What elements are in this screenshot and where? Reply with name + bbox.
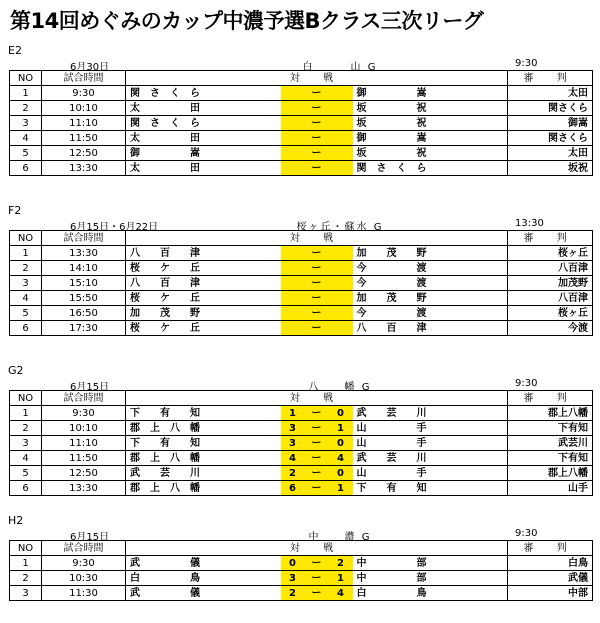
referee-team: 桜ヶ丘 — [508, 246, 593, 261]
away-team: 御 嵩 — [353, 131, 508, 146]
home-score: 0 — [281, 556, 305, 571]
away-team: 加 茂 野 — [353, 246, 508, 261]
away-score — [329, 306, 353, 321]
header-no: NO — [10, 231, 42, 246]
home-score — [281, 146, 305, 161]
home-score — [281, 86, 305, 101]
table-row — [10, 101, 593, 116]
away-team: 御 嵩 — [353, 86, 508, 101]
match-number: 4 — [10, 451, 42, 466]
referee-team: 山手 — [508, 481, 593, 496]
away-score — [329, 246, 353, 261]
header-match: 対 戦 — [126, 231, 508, 246]
referee-team: 下有知 — [508, 421, 593, 436]
table-header — [10, 231, 593, 246]
venue: 八 幡 G — [308, 382, 372, 393]
home-score — [281, 101, 305, 116]
header-ref: 審 判 — [508, 231, 593, 246]
match-time: 11:30 — [42, 586, 126, 601]
table-row — [10, 116, 593, 131]
score-separator: ー — [305, 321, 329, 336]
table-row — [10, 421, 593, 436]
home-score: 3 — [281, 571, 305, 586]
away-team: 関 さ く ら — [353, 161, 508, 176]
home-team: 下 有 知 — [126, 406, 281, 421]
header-time: 試合時間 — [42, 71, 126, 86]
away-team: 今 渡 — [353, 261, 508, 276]
away-score — [329, 321, 353, 336]
score-separator: ー — [305, 406, 329, 421]
score-separator: ー — [305, 291, 329, 306]
home-score — [281, 131, 305, 146]
table-row — [10, 571, 593, 586]
home-score — [281, 291, 305, 306]
away-team: 今 渡 — [353, 306, 508, 321]
match-time: 10:30 — [42, 571, 126, 586]
header-no: NO — [10, 71, 42, 86]
away-team: 山 手 — [353, 466, 508, 481]
home-team: 太 田 — [126, 131, 281, 146]
away-score — [329, 161, 353, 176]
away-score: 0 — [329, 406, 353, 421]
match-number: 3 — [10, 586, 42, 601]
match-number: 3 — [10, 276, 42, 291]
table-row — [10, 306, 593, 321]
home-score — [281, 246, 305, 261]
referee-team: 関さくら — [508, 131, 593, 146]
home-team: 八 百 津 — [126, 246, 281, 261]
score-separator: ー — [305, 146, 329, 161]
header-match: 対 戦 — [126, 391, 508, 406]
match-time: 11:10 — [42, 116, 126, 131]
away-score: 2 — [329, 556, 353, 571]
match-time: 12:50 — [42, 146, 126, 161]
score-separator: ー — [305, 421, 329, 436]
match-date: 6月15日 — [70, 382, 110, 393]
table-row — [10, 146, 593, 161]
schedule-table — [9, 70, 593, 176]
score-separator: ー — [305, 101, 329, 116]
venue: 白 山 G — [302, 62, 378, 73]
start-time: 9:30 — [515, 378, 538, 389]
table-row — [10, 436, 593, 451]
score-separator: ー — [305, 556, 329, 571]
table-row — [10, 466, 593, 481]
home-team: 関 さ く ら — [126, 86, 281, 101]
venue: 中 濃 G — [308, 532, 372, 543]
schedule-table — [9, 230, 593, 336]
away-score: 0 — [329, 436, 353, 451]
away-team: 坂 祝 — [353, 146, 508, 161]
referee-team: 武芸川 — [508, 436, 593, 451]
score-separator: ー — [305, 161, 329, 176]
score-separator: ー — [305, 466, 329, 481]
home-score: 2 — [281, 466, 305, 481]
table-header — [10, 391, 593, 406]
away-team: 坂 祝 — [353, 101, 508, 116]
referee-team: 桜ヶ丘 — [508, 306, 593, 321]
match-number: 6 — [10, 321, 42, 336]
score-separator: ー — [305, 276, 329, 291]
home-team: 桜 ケ 丘 — [126, 321, 281, 336]
match-number: 2 — [10, 261, 42, 276]
away-score — [329, 146, 353, 161]
away-team: 今 渡 — [353, 276, 508, 291]
table-row — [10, 556, 593, 571]
match-time: 13:30 — [42, 246, 126, 261]
match-number: 1 — [10, 246, 42, 261]
table-row — [10, 321, 593, 336]
score-separator: ー — [305, 116, 329, 131]
away-team: 白 鳥 — [353, 586, 508, 601]
away-team: 下 有 知 — [353, 481, 508, 496]
away-team: 山 手 — [353, 436, 508, 451]
table-row — [10, 276, 593, 291]
match-time: 11:10 — [42, 436, 126, 451]
table-row — [10, 246, 593, 261]
table-row — [10, 586, 593, 601]
away-score: 0 — [329, 466, 353, 481]
header-time: 試合時間 — [42, 391, 126, 406]
home-score — [281, 306, 305, 321]
table-row — [10, 481, 593, 496]
away-score — [329, 261, 353, 276]
home-team: 郡 上 八 幡 — [126, 421, 281, 436]
match-number: 2 — [10, 571, 42, 586]
header-time: 試合時間 — [42, 231, 126, 246]
match-number: 1 — [10, 86, 42, 101]
home-score: 6 — [281, 481, 305, 496]
home-team: 郡 上 八 幡 — [126, 481, 281, 496]
match-time: 12:50 — [42, 466, 126, 481]
header-match: 対 戦 — [126, 541, 508, 556]
home-team: 関 さ く ら — [126, 116, 281, 131]
match-number: 6 — [10, 161, 42, 176]
match-number: 1 — [10, 556, 42, 571]
away-team: 武 芸 川 — [353, 406, 508, 421]
home-team: 武 儀 — [126, 556, 281, 571]
home-team: 下 有 知 — [126, 436, 281, 451]
table-header — [10, 541, 593, 556]
referee-team: 御嵩 — [508, 116, 593, 131]
score-separator: ー — [305, 131, 329, 146]
match-time: 11:50 — [42, 131, 126, 146]
match-number: 6 — [10, 481, 42, 496]
home-team: 太 田 — [126, 101, 281, 116]
home-team: 太 田 — [126, 161, 281, 176]
start-time: 9:30 — [515, 58, 538, 69]
match-time: 13:30 — [42, 481, 126, 496]
header-no: NO — [10, 391, 42, 406]
away-score — [329, 276, 353, 291]
referee-team: 八百津 — [508, 291, 593, 306]
header-no: NO — [10, 541, 42, 556]
home-score — [281, 261, 305, 276]
score-separator: ー — [305, 306, 329, 321]
home-score: 1 — [281, 406, 305, 421]
away-team: 坂 祝 — [353, 116, 508, 131]
referee-team: 今渡 — [508, 321, 593, 336]
match-time: 10:10 — [42, 421, 126, 436]
match-time: 9:30 — [42, 406, 126, 421]
home-team: 武 芸 川 — [126, 466, 281, 481]
header-match: 対 戦 — [126, 71, 508, 86]
home-team: 御 嵩 — [126, 146, 281, 161]
referee-team: 下有知 — [508, 451, 593, 466]
home-score: 2 — [281, 586, 305, 601]
home-team: 白 鳥 — [126, 571, 281, 586]
referee-team: 太田 — [508, 86, 593, 101]
section-label: H2 — [8, 514, 24, 527]
referee-team: 八百津 — [508, 261, 593, 276]
home-team: 桜 ケ 丘 — [126, 291, 281, 306]
venue: 桜ヶ丘・蘇水 G — [296, 222, 384, 233]
referee-team: 白鳥 — [508, 556, 593, 571]
match-number: 4 — [10, 131, 42, 146]
match-number: 1 — [10, 406, 42, 421]
away-team: 八 百 津 — [353, 321, 508, 336]
away-score: 4 — [329, 451, 353, 466]
score-separator: ー — [305, 246, 329, 261]
header-ref: 審 判 — [508, 71, 593, 86]
home-score: 3 — [281, 421, 305, 436]
score-separator: ー — [305, 86, 329, 101]
match-date: 6月15日 — [70, 532, 110, 543]
match-number: 5 — [10, 306, 42, 321]
home-team: 八 百 津 — [126, 276, 281, 291]
referee-team: 太田 — [508, 146, 593, 161]
home-score — [281, 161, 305, 176]
referee-team: 加茂野 — [508, 276, 593, 291]
match-number: 2 — [10, 421, 42, 436]
score-separator: ー — [305, 451, 329, 466]
home-score — [281, 276, 305, 291]
referee-team: 坂祝 — [508, 161, 593, 176]
start-time: 13:30 — [515, 218, 544, 229]
match-time: 15:50 — [42, 291, 126, 306]
away-team: 山 手 — [353, 421, 508, 436]
match-time: 11:50 — [42, 451, 126, 466]
home-team: 郡 上 八 幡 — [126, 451, 281, 466]
table-row — [10, 161, 593, 176]
header-ref: 審 判 — [508, 391, 593, 406]
schedule-table — [9, 390, 593, 496]
home-score — [281, 116, 305, 131]
match-time: 15:10 — [42, 276, 126, 291]
table-row — [10, 291, 593, 306]
table-row — [10, 86, 593, 101]
home-team: 武 儀 — [126, 586, 281, 601]
section-label: E2 — [8, 44, 22, 57]
away-score: 1 — [329, 571, 353, 586]
score-separator: ー — [305, 436, 329, 451]
away-score — [329, 101, 353, 116]
home-team: 加 茂 野 — [126, 306, 281, 321]
referee-team: 武儀 — [508, 571, 593, 586]
away-team: 中 部 — [353, 571, 508, 586]
match-time: 9:30 — [42, 86, 126, 101]
away-score — [329, 291, 353, 306]
header-time: 試合時間 — [42, 541, 126, 556]
section-label: F2 — [8, 204, 22, 217]
away-score — [329, 116, 353, 131]
match-number: 3 — [10, 436, 42, 451]
away-score: 1 — [329, 481, 353, 496]
away-team: 中 部 — [353, 556, 508, 571]
match-date: 6月15日・6月22日 — [70, 222, 159, 233]
score-separator: ー — [305, 586, 329, 601]
table-row — [10, 131, 593, 146]
match-time: 13:30 — [42, 161, 126, 176]
table-row — [10, 451, 593, 466]
match-date: 6月30日 — [70, 62, 110, 73]
table-row — [10, 261, 593, 276]
match-time: 10:10 — [42, 101, 126, 116]
match-number: 2 — [10, 101, 42, 116]
schedule-table — [9, 540, 593, 601]
referee-team: 郡上八幡 — [508, 466, 593, 481]
referee-team: 中部 — [508, 586, 593, 601]
home-score: 4 — [281, 451, 305, 466]
score-separator: ー — [305, 261, 329, 276]
home-score — [281, 321, 305, 336]
score-separator: ー — [305, 571, 329, 586]
page-title: 第14回めぐみのカップ中濃予選Bクラス三次リーグ — [10, 9, 484, 33]
start-time: 9:30 — [515, 528, 538, 539]
match-number: 5 — [10, 146, 42, 161]
match-time: 14:10 — [42, 261, 126, 276]
match-time: 17:30 — [42, 321, 126, 336]
match-time: 16:50 — [42, 306, 126, 321]
table-header — [10, 71, 593, 86]
header-ref: 審 判 — [508, 541, 593, 556]
home-team: 桜 ケ 丘 — [126, 261, 281, 276]
away-score — [329, 86, 353, 101]
section-label: G2 — [8, 364, 24, 377]
away-score: 1 — [329, 421, 353, 436]
match-number: 3 — [10, 116, 42, 131]
match-number: 4 — [10, 291, 42, 306]
away-score — [329, 131, 353, 146]
referee-team: 関さくら — [508, 101, 593, 116]
away-team: 武 芸 川 — [353, 451, 508, 466]
referee-team: 郡上八幡 — [508, 406, 593, 421]
away-team: 加 茂 野 — [353, 291, 508, 306]
home-score: 3 — [281, 436, 305, 451]
match-time: 9:30 — [42, 556, 126, 571]
table-row — [10, 406, 593, 421]
match-number: 5 — [10, 466, 42, 481]
score-separator: ー — [305, 481, 329, 496]
away-score: 4 — [329, 586, 353, 601]
